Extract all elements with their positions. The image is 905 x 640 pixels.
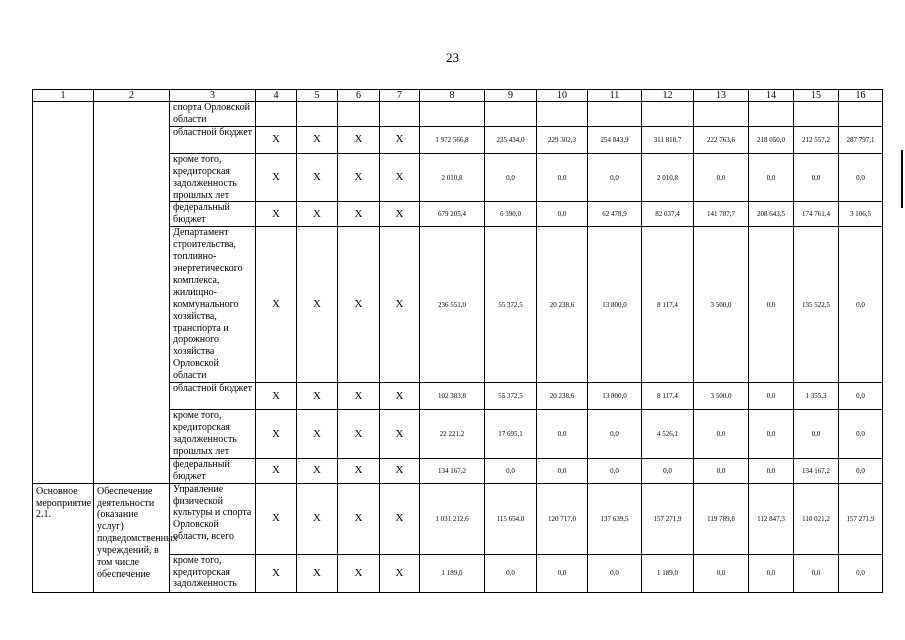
value-cell: 0,0 <box>537 410 588 459</box>
value-cell: 1 189,0 <box>642 554 694 592</box>
value-cell: 0,0 <box>839 554 883 592</box>
value-cell: 236 551,0 <box>420 227 485 383</box>
main-event-description: Обеспечение деятельности (оказание услуг) подведомственных учреждений, в том числе обеспечение <box>94 483 170 592</box>
empty-cell <box>380 102 420 127</box>
x-mark-cell: X <box>380 458 420 483</box>
header-cell: 1 <box>33 90 94 102</box>
x-mark-cell: X <box>297 383 338 410</box>
value-cell: 137 639,5 <box>588 483 642 554</box>
value-cell: 0,0 <box>588 554 642 592</box>
x-mark-cell: X <box>380 227 420 383</box>
row-label: кроме того, кредиторская задолженность прошлых лет <box>170 153 256 202</box>
empty-cell <box>338 102 380 127</box>
x-mark-cell: X <box>338 458 380 483</box>
empty-cell <box>749 102 794 127</box>
value-cell: 254 843,9 <box>588 126 642 153</box>
x-mark-cell: X <box>297 554 338 592</box>
value-cell: 1 355,3 <box>794 383 839 410</box>
header-cell: 12 <box>642 90 694 102</box>
value-cell: 8 117,4 <box>642 383 694 410</box>
value-cell: 0,0 <box>485 554 537 592</box>
value-cell: 120 717,0 <box>537 483 588 554</box>
empty-cell <box>537 102 588 127</box>
row-label: областной бюджет <box>170 383 256 410</box>
value-cell: 174 761,4 <box>794 202 839 227</box>
x-mark-cell: X <box>256 410 297 459</box>
row-label: федеральный бюджет <box>170 202 256 227</box>
value-cell: 0,0 <box>839 153 883 202</box>
value-cell: 0,0 <box>588 458 642 483</box>
header-cell: 3 <box>170 90 256 102</box>
value-cell: 115 654,0 <box>485 483 537 554</box>
value-cell: 0,0 <box>749 554 794 592</box>
value-cell: 0,0 <box>749 383 794 410</box>
header-cell: 15 <box>794 90 839 102</box>
row-label: кроме того, кредиторская задолженность прошлых лет <box>170 410 256 459</box>
row-label: федеральный бюджет <box>170 458 256 483</box>
value-cell: 0,0 <box>694 410 749 459</box>
value-cell: 218 050,0 <box>749 126 794 153</box>
header-cell: 9 <box>485 90 537 102</box>
value-cell: 0,0 <box>694 458 749 483</box>
value-cell: 222 763,6 <box>694 126 749 153</box>
value-cell: 119 789,8 <box>694 483 749 554</box>
value-cell: 0,0 <box>749 153 794 202</box>
header-cell: 14 <box>749 90 794 102</box>
main-event-number: Основное мероприятие 2.1. <box>33 483 94 592</box>
value-cell: 55 372,5 <box>485 383 537 410</box>
empty-cell <box>588 102 642 127</box>
value-cell: 0,0 <box>588 410 642 459</box>
value-cell: 0,0 <box>694 554 749 592</box>
empty-cell <box>420 102 485 127</box>
row-label: Департамент строительства, топливно-энергетического комплекса, жилищно-коммунального хозяйства, транспорта и дорожного хозяйства Орловской области <box>170 227 256 383</box>
x-mark-cell: X <box>297 483 338 554</box>
value-cell: 0,0 <box>749 227 794 383</box>
x-mark-cell: X <box>256 153 297 202</box>
value-cell: 4 526,1 <box>642 410 694 459</box>
value-cell: 0,0 <box>642 458 694 483</box>
edge-mark <box>901 150 903 208</box>
x-mark-cell: X <box>380 202 420 227</box>
header-cell: 2 <box>94 90 170 102</box>
value-cell: 0,0 <box>537 202 588 227</box>
value-cell: 135 522,5 <box>794 227 839 383</box>
x-mark-cell: X <box>380 554 420 592</box>
header-cell: 10 <box>537 90 588 102</box>
x-mark-cell: X <box>338 554 380 592</box>
value-cell: 0,0 <box>537 554 588 592</box>
value-cell: 1 972 566,8 <box>420 126 485 153</box>
budget-table <box>32 89 883 593</box>
empty-cell <box>297 102 338 127</box>
header-cell: 13 <box>694 90 749 102</box>
x-mark-cell: X <box>380 483 420 554</box>
empty-cell <box>33 102 94 484</box>
value-cell: 134 167,2 <box>794 458 839 483</box>
value-cell: 0,0 <box>537 458 588 483</box>
empty-cell <box>485 102 537 127</box>
x-mark-cell: X <box>380 126 420 153</box>
value-cell: 1 189,0 <box>420 554 485 592</box>
value-cell: 287 797,1 <box>839 126 883 153</box>
value-cell: 2 010,8 <box>420 153 485 202</box>
empty-cell <box>642 102 694 127</box>
empty-cell <box>794 102 839 127</box>
row-label: областной бюджет <box>170 126 256 153</box>
row-label: спорта Орловской области <box>170 102 256 127</box>
value-cell: 311 818,7 <box>642 126 694 153</box>
x-mark-cell: X <box>297 458 338 483</box>
value-cell: 1 031 212,6 <box>420 483 485 554</box>
header-cell: 4 <box>256 90 297 102</box>
x-mark-cell: X <box>338 383 380 410</box>
x-mark-cell: X <box>256 383 297 410</box>
x-mark-cell: X <box>338 153 380 202</box>
value-cell: 0,0 <box>588 153 642 202</box>
value-cell: 141 787,7 <box>694 202 749 227</box>
value-cell: 8 117,4 <box>642 227 694 383</box>
value-cell: 3 500,0 <box>694 383 749 410</box>
x-mark-cell: X <box>256 227 297 383</box>
value-cell: 208 643,5 <box>749 202 794 227</box>
header-cell: 6 <box>338 90 380 102</box>
x-mark-cell: X <box>380 383 420 410</box>
empty-cell <box>94 102 170 484</box>
empty-cell <box>256 102 297 127</box>
value-cell: 110 021,2 <box>794 483 839 554</box>
value-cell: 679 205,4 <box>420 202 485 227</box>
x-mark-cell: X <box>297 410 338 459</box>
x-mark-cell: X <box>297 202 338 227</box>
x-mark-cell: X <box>297 153 338 202</box>
x-mark-cell: X <box>338 227 380 383</box>
value-cell: 6 390,0 <box>485 202 537 227</box>
x-mark-cell: X <box>256 483 297 554</box>
value-cell: 0,0 <box>794 410 839 459</box>
value-cell: 112 847,3 <box>749 483 794 554</box>
value-cell: 3 106,5 <box>839 202 883 227</box>
empty-cell <box>694 102 749 127</box>
table-row <box>33 102 883 127</box>
value-cell: 13 800,0 <box>588 383 642 410</box>
x-mark-cell: X <box>338 126 380 153</box>
value-cell: 212 557,2 <box>794 126 839 153</box>
value-cell: 157 271,9 <box>642 483 694 554</box>
value-cell: 55 372,5 <box>485 227 537 383</box>
value-cell: 20 238,6 <box>537 227 588 383</box>
x-mark-cell: X <box>256 126 297 153</box>
value-cell: 17 695,1 <box>485 410 537 459</box>
row-label: кроме того, кредиторская задолженность <box>170 554 256 592</box>
value-cell: 0,0 <box>694 153 749 202</box>
x-mark-cell: X <box>256 202 297 227</box>
value-cell: 0,0 <box>839 227 883 383</box>
header-cell: 11 <box>588 90 642 102</box>
value-cell: 22 221,2 <box>420 410 485 459</box>
value-cell: 134 167,2 <box>420 458 485 483</box>
x-mark-cell: X <box>380 410 420 459</box>
value-cell: 82 037,4 <box>642 202 694 227</box>
empty-cell <box>839 102 883 127</box>
value-cell: 62 478,9 <box>588 202 642 227</box>
value-cell: 0,0 <box>839 410 883 459</box>
value-cell: 0,0 <box>839 458 883 483</box>
header-cell: 7 <box>380 90 420 102</box>
value-cell: 0,0 <box>749 410 794 459</box>
row-label: Управление физической культуры и спорта Орловской области, всего <box>170 483 256 554</box>
header-cell: 16 <box>839 90 883 102</box>
header-cell: 5 <box>297 90 338 102</box>
value-cell: 0,0 <box>485 153 537 202</box>
table-row <box>33 483 883 554</box>
page-number: 23 <box>446 50 459 65</box>
value-cell: 0,0 <box>749 458 794 483</box>
value-cell: 0,0 <box>794 153 839 202</box>
x-mark-cell: X <box>297 227 338 383</box>
value-cell: 235 434,0 <box>485 126 537 153</box>
x-mark-cell: X <box>338 410 380 459</box>
value-cell: 3 500,0 <box>694 227 749 383</box>
value-cell: 0,0 <box>537 153 588 202</box>
value-cell: 0,0 <box>794 554 839 592</box>
value-cell: 13 800,0 <box>588 227 642 383</box>
value-cell: 0,0 <box>485 458 537 483</box>
value-cell: 229 302,3 <box>537 126 588 153</box>
x-mark-cell: X <box>338 483 380 554</box>
x-mark-cell: X <box>256 554 297 592</box>
value-cell: 102 383,8 <box>420 383 485 410</box>
value-cell: 0,0 <box>839 383 883 410</box>
value-cell: 20 238,6 <box>537 383 588 410</box>
x-mark-cell: X <box>338 202 380 227</box>
value-cell: 157 271,9 <box>839 483 883 554</box>
header-cell: 8 <box>420 90 485 102</box>
x-mark-cell: X <box>256 458 297 483</box>
value-cell: 2 010,8 <box>642 153 694 202</box>
x-mark-cell: X <box>380 153 420 202</box>
x-mark-cell: X <box>297 126 338 153</box>
header-row <box>33 90 883 102</box>
